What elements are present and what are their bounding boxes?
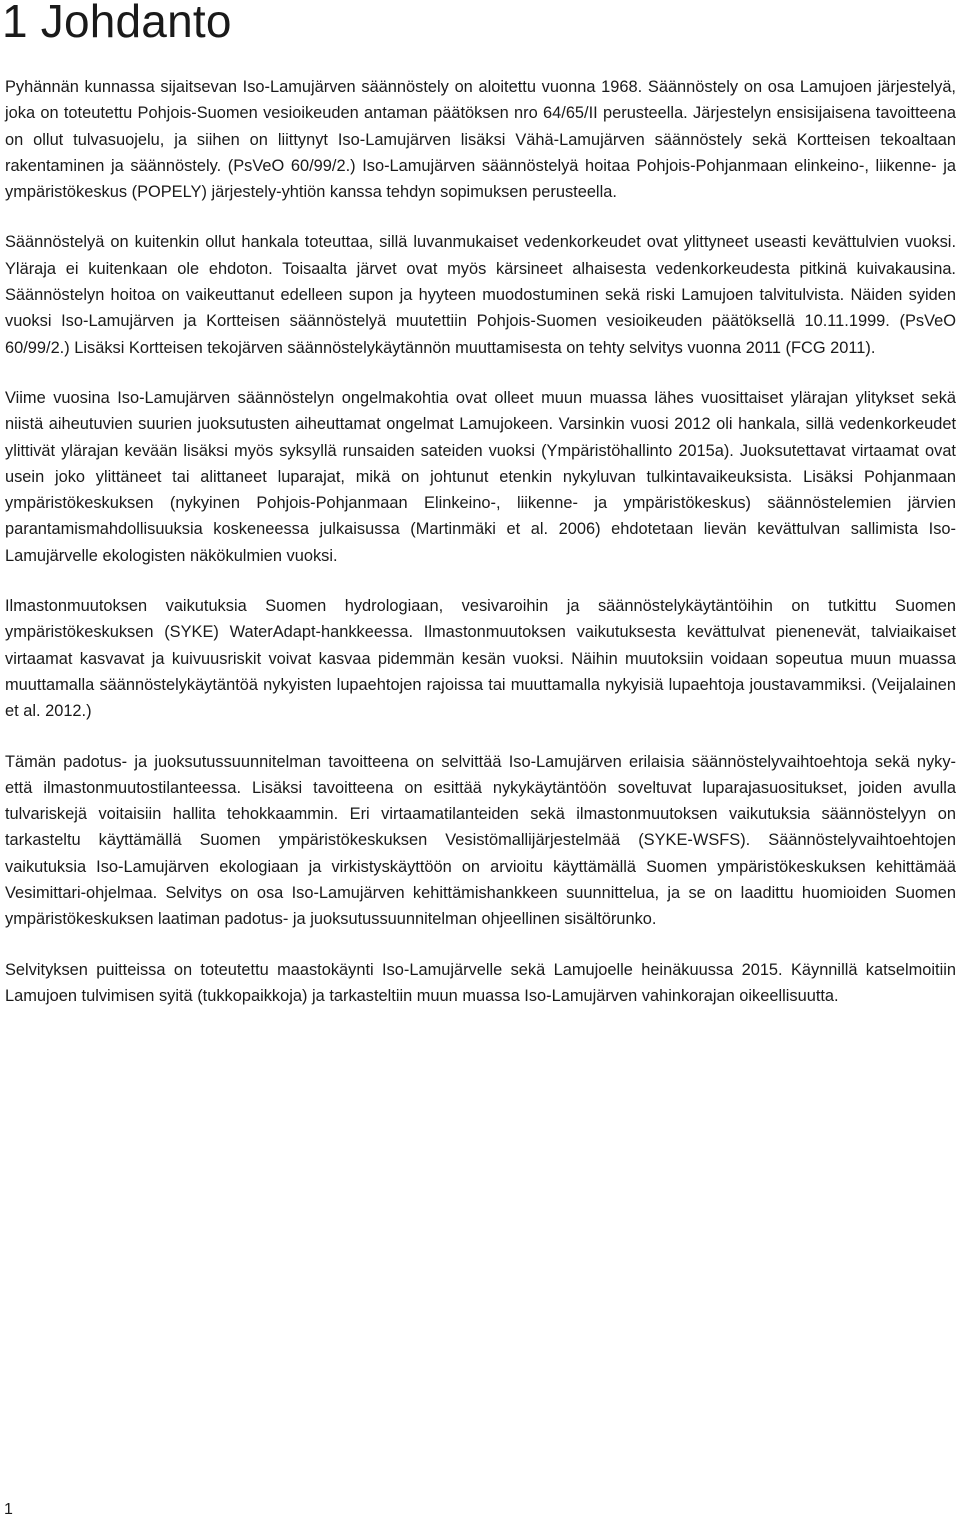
- chapter-title: 1 Johdanto: [2, 0, 232, 47]
- paragraph-field-visit: Selvityksen puitteissa on toteutettu maastokäynti Iso-Lamujärvelle sekä Lamujoelle heinäkuussa 2015. Käynnillä katselmoitiin Lamujoen tulvimisen syitä (tukkopaikkoja) ja tarkasteltiin muun muassa Iso-Lamujärven vahinkorajan oikeellisuutta.: [5, 960, 956, 1005]
- page-number: 1: [4, 1501, 13, 1518]
- paragraph-climate-change: Ilmastonmuutoksen vaikutuksia Suomen hydrologiaan, vesivaroihin ja säännöstelykäytäntöihin on tutkittu Suomen ympäristökeskuksen (SYKE) WaterAdapt-hankkeessa. Ilmastonmuutoksen vaikutuksesta kevättulvat pienenevät, talviaikaiset virtaamat kasvavat ja kuivuusriskit voivat kasvaa pidemmän kesän vuoksi. Näihin muutoksiin voidaan sopeutua muun muassa muuttamalla säännöstelykäytäntöä nykyisten lupaehtojen rajoissa tai muuttamalla nykyisiä lupaehtoja joustavammiksi. (Veijalainen et al. 2012.): [5, 597, 956, 721]
- paragraph-regulation-problems: Säännöstelyä on kuitenkin ollut hankala toteuttaa, sillä luvanmukaiset vedenkorkeudet ovat ylittyneet useasti kevättulvien vuoksi. Yläraja ei kuitenkaan ole ehdoton. Toisaalta järvet ovat myös kärsineet alhaisesta vedenkorkeudesta pitkinä kuivakausina. Säännöstelyn hoitoa on vaikeuttanut edelleen supon ja hyyteen muodostuminen sekä riski Lamujoen talvitulvista. Näiden syiden vuoksi Iso-Lamujärven ja Kortteisen säännöstelyä muutettiin Pohjois-Suomen vesioikeuden päätöksellä 10.11.1999. (PsVeO 60/99/2.) Lisäksi Kortteisen tekojärven säännöstelykäytännön muuttamisesta on tehty selvitys vuonna 2011 (FCG 2011).: [5, 233, 956, 357]
- paragraph-regulation-history: Pyhännän kunnassa sijaitsevan Iso-Lamujärven säännöstely on aloitettu vuonna 1968. Säännöstely on osa Lamujoen järjestelyä, joka on toteutettu Pohjois-Suomen vesioikeuden antaman päätöksen nro 64/65/II perusteella. Järjestelyn ensisijaisena tavoitteena on ollut tulvasuojelu, ja siihen on liittynyt Iso-Lamujärven lisäksi Vähä-Lamujärven säännöstely sekä Kortteisen tekoaltaan rakentaminen ja säännöstely. (PsVeO 60/99/2.) Iso-Lamujärven säännöstelyä hoitaa Pohjois-Pohjanmaan elinkeino-, liikenne- ja ympäristökeskus (POPELY) järjestely-yhtiön kanssa tehdyn sopimuksen perusteella.: [5, 78, 956, 202]
- paragraph-recent-issues: Viime vuosina Iso-Lamujärven säännöstelyn ongelmakohtia ovat olleet muun muassa lähes vuosittaiset ylärajan ylitykset sekä niistä aiheutuvien suurien juoksutusten aiheuttamat ongelmat Lamujokeen. Varsinkin vuosi 2012 oli hankala, sillä vedenkorkeudet ylittivät ylärajan kevään lisäksi myös syksyllä runsaiden sateiden vuoksi (Ympäristöhallinto 2015a). Juoksutettavat virtaamat ovat usein joko ylittäneet tai alittaneet luparajat, mikä on johtunut etenkin nykyluvan tulkintavaikeuksista. Lisäksi Pohjanmaan ympäristökeskuksen (nykyinen Pohjois-Pohjanmaan Elinkeino-, liikenne- ja ympäristökeskus) säännöstelemien järvien parantamismahdollisuuksia koskeneessa julkaisussa (Martinmäki et al. 2006) ehdotetaan lievän kevättulvan sallimista Iso-Lamujärvelle ekologisten näkökulmien vuoksi.: [5, 388, 956, 565]
- body-text: [5, 74, 956, 1033]
- paragraph-plan-objectives: Tämän padotus- ja juoksutussuunnitelman tavoitteena on selvittää Iso-Lamujärven erilaisia säännöstelyvaihtoehtoja sekä nyky- että ilmastonmuutostilanteessa. Lisäksi tavoitteena on esittää nykykäytäntöön soveltuvat luparajasuositukset, joiden avulla tulvariskejä voitaisiin hallita tehokkaammin. Eri virtaamatilanteiden sekä ilmastonmuutoksen vaikutuksia säännöstelyyn on tarkasteltu käyttämällä Suomen ympäristökeskuksen Vesistömallijärjestelmää (SYKE-WSFS). Säännöstelyvaihtoehtojen vaikutuksia Iso-Lamujärven ekologiaan ja virkistyskäyttöön on arvioitu käyttämällä Suomen ympäristökeskuksen kehittämää Vesimittari-ohjelmaa. Selvitys on osa Iso-Lamujärven kehittämishankkeen suunnittelua, ja se on laadittu huomioiden Suomen ympäristökeskuksen laatiman padotus- ja juoksutussuunnitelman ohjeellinen sisältörunko.: [5, 752, 956, 929]
